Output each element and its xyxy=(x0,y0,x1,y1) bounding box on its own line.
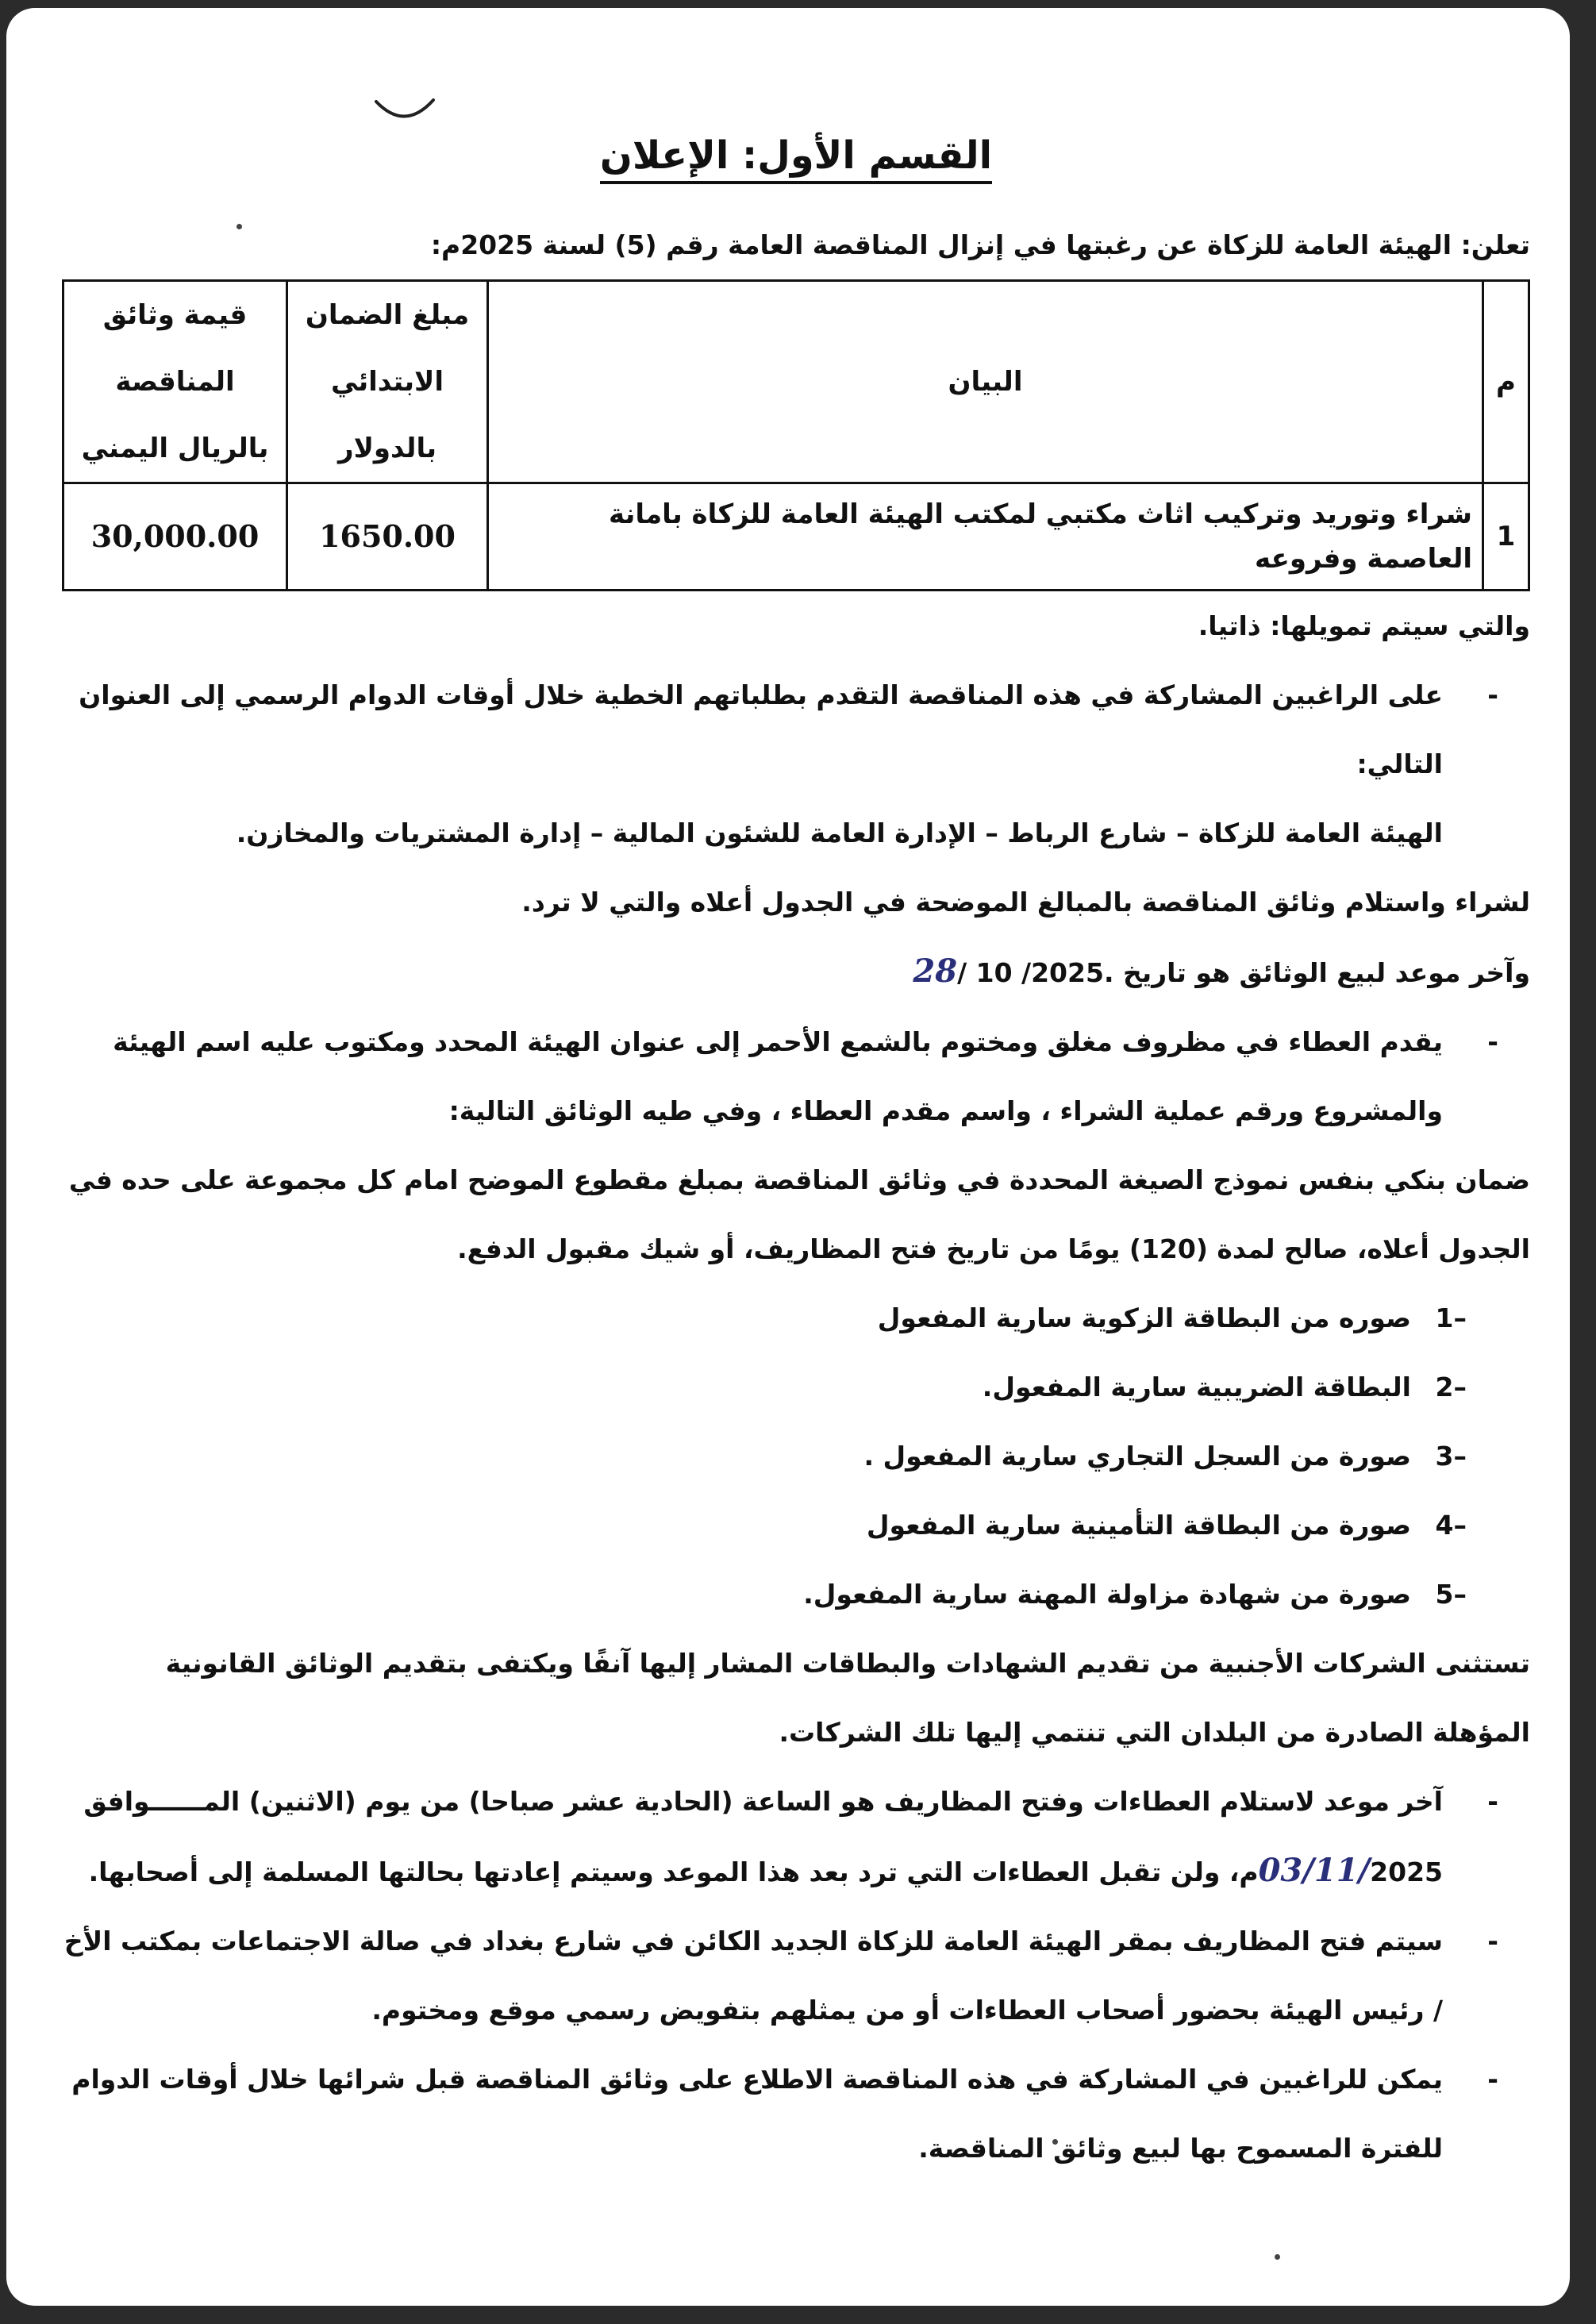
bullet-dash: - xyxy=(1487,1925,1498,1957)
cell-number: 1 xyxy=(1483,483,1529,590)
cell-guarantee: 1650.00 xyxy=(287,483,488,590)
intro-text: تعلن: الهيئة العامة للزكاة عن رغبتها في إنزال المناقصة العامة رقم (5) لسنة 2025م: xyxy=(430,229,1530,260)
section-title: القسم الأول: الإعلان xyxy=(62,133,1530,179)
document-page xyxy=(6,8,1570,2306)
sale-deadline: وآخر موعد لبيع الوثائق هو تاريخ 28/ 10 /2025. xyxy=(913,952,1530,990)
bullet-dash: - xyxy=(1487,1785,1498,1817)
tender-table xyxy=(62,279,1530,591)
header-docs-value: قيمة وثائق المناقصة بالريال اليمني xyxy=(63,280,287,483)
ink-speck xyxy=(1275,2254,1280,2260)
handwritten-date: 03/11/ xyxy=(1258,1851,1371,1889)
header-guarantee: مبلغ الضمان الابتدائي بالدولار xyxy=(287,280,488,483)
bullet-opening-deadline: - آخر موعد لاستلام العطاءات وفتح المظاريف هو الساعة (الحادية عشر صباحا) من يوم (الاثنين) المــــــوافق 03/11/2025م، ولن تقبل العطاءات التي ترد بعد هذا الموعد وسيتم إعادتها بحالتها المسلمة إلى أصحابها. xyxy=(62,1767,1530,1907)
bullet-submission: - يقدم العطاء في مظروف مغلق ومختوم بالشمع الأحمر إلى عنوان الهيئة المحدد ومكتوب عليه اسم الهيئة والمشروع ورقم عملية الشراء ، واسم مقدم العطاء ، وفي طيه الوثائق التالية: xyxy=(62,1007,1530,1145)
list-item: 3– صورة من السجل التجاري سارية المفعول . xyxy=(863,1440,1467,1472)
guarantee-text: ضمان بنكي بنفس نموذج الصيغة المحددة في وثائق المناقصة بمبلغ مقطوع الموضح امام كل مجموعة على حده في الجدول أعلاه، صالح لمدة (120) يومًا من تاريخ فتح المظاريف، أو شيك مقبول الدفع. xyxy=(68,1164,1530,1264)
bullet-dash: - xyxy=(1487,679,1498,710)
cell-docs-value: 30,000.00 xyxy=(63,483,287,590)
list-item: 5– صورة من شهادة مزاولة المهنة سارية المفعول. xyxy=(803,1578,1467,1610)
cell-description: شراء وتوريد وتركيب اثاث مكتبي لمكتب الهيئة العامة للزكاة بامانة العاصمة وفروعه xyxy=(488,483,1483,590)
announcement-body xyxy=(62,79,1530,2183)
table-row xyxy=(63,483,1529,590)
funding-text: والتي سيتم تمويلها: ذاتيا. xyxy=(1198,610,1530,641)
foreign-companies-note: تستثنى الشركات الأجنبية من تقديم الشهادات والبطاقات المشار إليها آنفًا ويكتفى بتقديم الوثائق القانونية المؤهلة الصادرة من البلدان التي تنتمي إليها تلك الشركات. xyxy=(165,1647,1530,1748)
purchase-note: لشراء واستلام وثائق المناقصة بالمبالغ الموضحة في الجدول أعلاه والتي لا ترد. xyxy=(521,886,1530,918)
list-item: 1– صوره من البطاقة الزكوية سارية المفعول xyxy=(877,1302,1467,1333)
address-text: الهيئة العامة للزكاة – شارع الرباط – الإدارة العامة للشئون المالية – إدارة المشتريات والمخازن. xyxy=(236,817,1443,848)
table-header-row xyxy=(63,280,1529,483)
bullet-dash: - xyxy=(1487,2063,1498,2095)
bullet-dash: - xyxy=(1487,1025,1498,1057)
bullet-opening-location: - سيتم فتح المظاريف بمقر الهيئة العامة للزكاة الجديد الكائن في شارع بغداد في صالة الاجتماعات بمكتب الأخ / رئيس الهيئة بحضور أصحاب العطاءات أو من يمثلهم بتفويض رسمي موقع ومختوم. xyxy=(62,1907,1530,2045)
list-item: 2– البطاقة الضريبية سارية المفعول. xyxy=(982,1371,1467,1402)
handwritten-day: 28 xyxy=(913,952,958,990)
bullet-review: - يمكن للراغبين في المشاركة في هذه المناقصة الاطلاع على وثائق المناقصة قبل شرائها خلال أوقات الدوام للفترة المسموح بها لبيع وثائق المناقصة. xyxy=(62,2045,1530,2183)
bullet-application: - على الراغبين المشاركة في هذه المناقصة التقدم بطلباتهم الخطية خلال أوقات الدوام الرسمي إلى العنوان التالي: xyxy=(62,660,1530,798)
header-description: البيان xyxy=(488,280,1483,483)
header-number: م xyxy=(1483,280,1529,483)
list-item: 4– صورة من البطاقة التأمينية سارية المفعول xyxy=(866,1509,1467,1541)
